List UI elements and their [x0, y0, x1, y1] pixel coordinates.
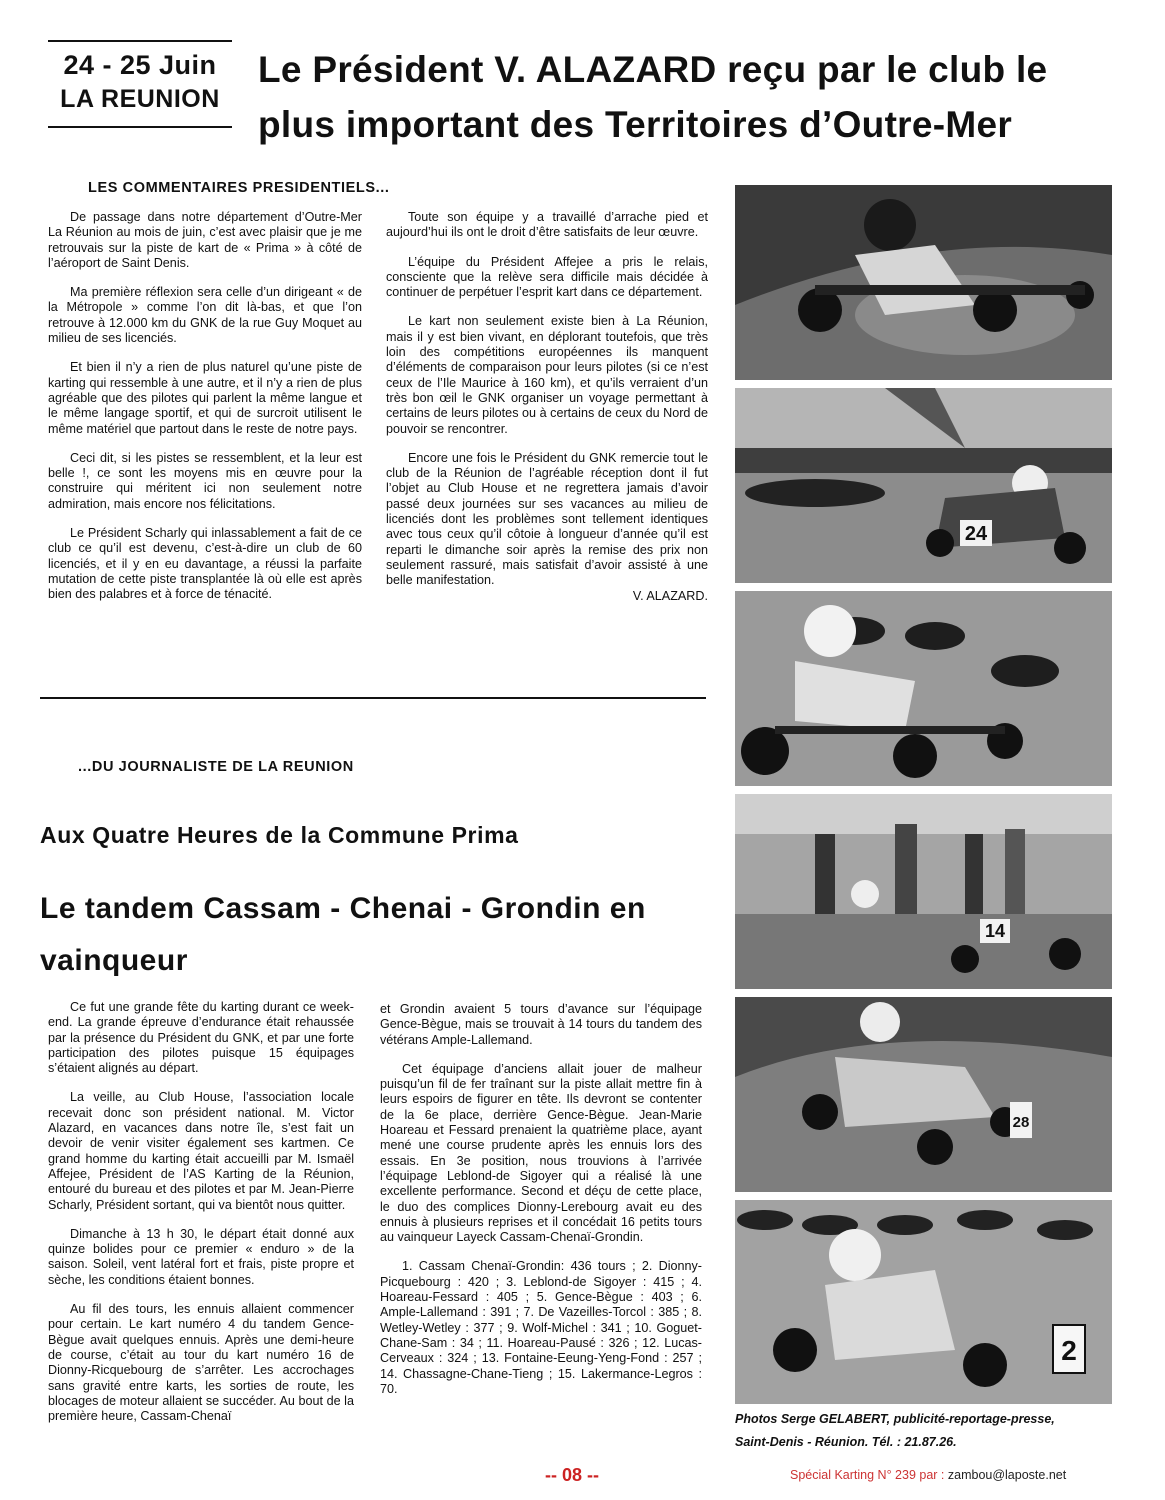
article-title: [258, 42, 1138, 152]
kart-number: 24: [964, 523, 988, 545]
paragraph: Toute son équipe y a travaillé d’arrache pied et aujourd’hui ils ont le droit d’être satisfaits de leur œuvre.: [386, 210, 708, 240]
page-number: -- 08 --: [545, 1465, 599, 1485]
issue-label: Spécial Karting N° 239 par :: [790, 1468, 945, 1482]
report-column-1: [48, 1000, 354, 1438]
report-column-2: [380, 1002, 702, 1411]
footer-credit: [790, 1468, 1066, 1482]
paragraph: Ce fut une grande fête du karting durant ce week-end. La grande épreuve d’endurance était rehaussée par la présence du Président du GNK, et par une forte participation des pilotes puisque 15 équipages s’étaient alignés au départ.: [48, 1000, 354, 1076]
paragraph: Et bien il n’y a rien de plus naturel qu’une piste de karting qui ressemble à une autre, et il n’y a rien de plus agréable que des pilotes qui parlent la même langue et le même langage sportif, et qui de surcroit utilisent le même matériel que partout dans le reste de notre pays.: [48, 360, 362, 436]
kart-photo-6: [735, 1200, 1112, 1404]
paragraph: Ma première réflexion sera celle d’un dirigeant « de la Métropole » comme l’on dit là-bas, et que l’on retrouve à 12.000 km du GNK de la rue Guy Moquet au milieu de ses licenciés.: [48, 285, 362, 346]
kart-photo-3: [735, 591, 1112, 786]
date-block: [48, 40, 232, 128]
kart-number: 14: [984, 921, 1006, 941]
kart-number: 28: [1012, 1114, 1030, 1131]
section-heading-journalist: ...DU JOURNALISTE DE LA REUNION: [78, 759, 354, 775]
paragraph: De passage dans notre département d’Outre-Mer La Réunion au mois de juin, c’est avec plaisir que je me retrouvais sur la piste de kart de « Prima » à côté de l’aéroport de Saint Denis.: [48, 210, 362, 270]
paragraph: et Grondin avaient 5 tours d’avance sur l’équipage Gence-Bègue, mais se trouvait à 14 tours du tandem des vétérans Ample-Lallemand.: [380, 1002, 702, 1047]
kart-photo-5: [735, 997, 1112, 1192]
paragraph: La veille, au Club House, l’association locale recevait donc son président national. M. Victor Alazard, en vacances dans notre île, s’est fait un devoir de venir visiter également ses kartmen. Ce grand homme du karting était accueilli par M. Ismaël Affejee, Président de l’AS Karting de la Réunion, entouré du bureau et des pilotes et par M. Jean-Pierre Scharly, Président sortant, qui va bientôt nous quitter.: [48, 1090, 354, 1212]
presidential-column-1: [48, 210, 362, 617]
paragraph: Ceci dit, si les pistes se ressemblent, et la leur est belle !, ce sont les moyens mis en œuvre pour la construire qui méritent ici non seulement notre admiration, mais encore nos félicitations.: [48, 450, 362, 511]
paragraph: Cet équipage d’anciens allait jouer de malheur puisqu’un fil de fer traînant sur la piste allait mettre fin à leurs espoirs de figurer en tête. Ils devront se contenter de la 6e place, derrière Gence-Bègue. Jean-Marie Hoareau et Fessard prenaient la quatrième place, ayant mené une course prudente après les ennuis lors des essais. En 3e position, nous trouvions à l’arrivée l’équipage Leblond-de Sigoyer qui a réalisé là une excellente performance. Second et déçu de cette place, le duo des complices Dionny-Lerebourg avait eu des ennuis à plusieurs reprises et il concédait 16 petits tours au vainqueur Layeck Cassam-Chenaï-Grondin.: [380, 1061, 702, 1245]
section-heading-presidential: LES COMMENTAIRES PRESIDENTIELS...: [88, 180, 390, 196]
caption-line-1: Photos Serge GELABERT, publicité-reportage-presse,: [735, 1412, 1055, 1426]
kart-photo-1: [735, 185, 1112, 380]
paragraph: Encore une fois le Président du GNK remercie tout le club de la Réunion de l’agréable réception dont il fut l’objet au Club House et ne regrettera jamais d’avoir passé deux journées sur ses vacances au milieu de licenciés dont les problèmes sont tellement identiques avec tous ceux qu’il côtoie à longueur d’année qu’il est reparti le dimanche soir après la remise des prix non seulement rassuré, mais satisfait d’avoir assisté à une belle manifestation.: [386, 450, 708, 588]
kart-photo-4: [735, 794, 1112, 989]
article-headline: Le tandem Cassam - Chenai - Grondin en vainqueur: [40, 892, 646, 977]
event-date: 24 - 25 Juin: [63, 50, 217, 80]
kart-photo-2: [735, 388, 1112, 583]
signature: V. ALAZARD.: [632, 588, 708, 603]
paragraph: Le kart non seulement existe bien à La Réunion, mais il y est bien vivant, en déplorant toutefois, que très loin des compétitions européennes ils manquent d’éléments de comparaison pour leurs pilotes (si ce n’est ceux de l’Ile Maurice à 160 km), et qu’ils verraient d’un très bon œil le GNK organiser un voyage permettant à certains de leurs pilotes ou à certains de ceux du Nord de pouvoir se rencontrer.: [386, 314, 708, 436]
photo-caption: [735, 1408, 1112, 1454]
paragraph: Dimanche à 13 h 30, le départ était donné aux quinze bolides pour ce premier « enduro » de la saison. Soleil, vent latéral fort et frais, piste propre et sèche, les conditions étaient bonnes.: [48, 1226, 354, 1287]
caption-line-2: Saint-Denis - Réunion. Tél. : 21.87.26.: [735, 1435, 957, 1449]
email-link[interactable]: zambou@laposte.net: [947, 1468, 1067, 1482]
title-line-2: plus important des Territoires d’Outre-Mer: [258, 104, 1013, 145]
paragraph: Au fil des tours, les ennuis allaient commencer pour certain. Le kart numéro 4 du tandem Gence-Bègue avait quelques ennuis. Après une demi-heure de course, c’était au tour du kart numéro 16 de Dionny-Ricquebourg de s’arrêter. Les accrochages sans gravité entre karts, les sorties de route, les blocages de moteur allaient se succéder. Au bout de la première heure, Cassam-Chenaï: [48, 1302, 354, 1424]
paragraph: Le Président Scharly qui inlassablement a fait de ce club ce qu’il est devenu, c’est-à-dire un club de 60 licenciés, et il y en eu davantage, a réussi la parfaite mutation de cette piste transplantée là où elle est après bien des palabres et à force de ténacité.: [48, 526, 362, 602]
event-place: LA REUNION: [60, 85, 220, 113]
section-divider: [40, 697, 706, 699]
title-line-1: Le Président V. ALAZARD reçu par le club le: [258, 49, 1048, 90]
paragraph: L’équipe du Président Affejee a pris le relais, consciente que la relève sera difficile mais décidée à continuer de perpétuer l’esprit kart dans ce département.: [386, 254, 708, 300]
results-list: 1. Cassam Chenaï-Grondin: 436 tours ; 2. Dionny-Picquebourg : 420 ; 3. Leblond-de Sigoyer : 415 ; 4. Hoareau-Fessard : 405 ; 5. Gence-Bègue : 403 ; 6. Ample-Lallemand : 391 ; 7. De Vazeilles-Torcol : 385 ; 8. Wetley-Wetley : 377 ; 9. Wolf-Michel : 341 ; 10. Goguet-Chane-Sam : 34 ; 11. Hoareau-Pausé : 326 ; 12. Lucas-Cerveaux : 324 ; 13. Fontaine-Eeung-Yeng-Fond : 257 ; 14. Chassagne-Chane-Tieng ; 15. Lakermance-Legros : 70.: [380, 1259, 702, 1396]
presidential-column-2: [386, 210, 708, 618]
kart-number: 2: [1061, 1335, 1077, 1366]
article-subtitle: Aux Quatre Heures de la Commune Prima: [40, 822, 519, 848]
